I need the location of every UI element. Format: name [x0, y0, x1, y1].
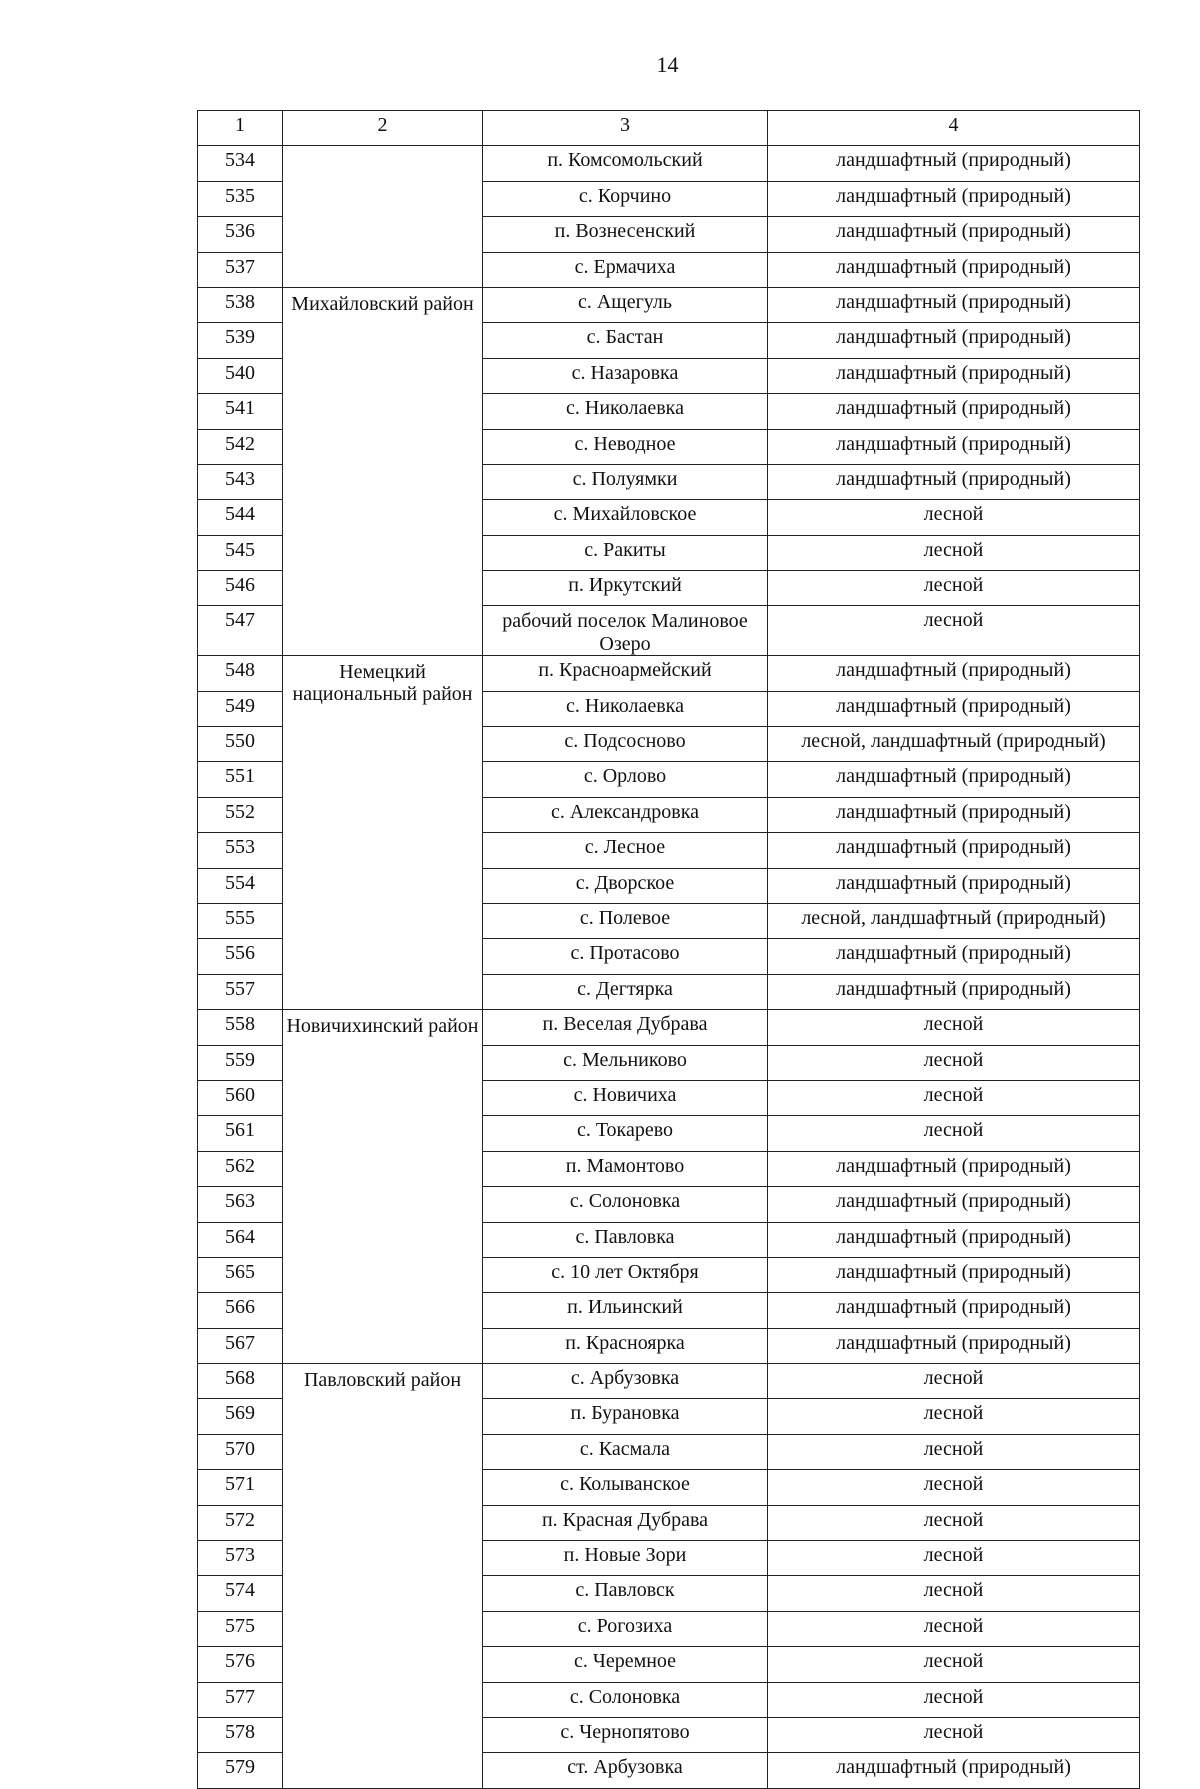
- column-number-row: [198, 111, 1140, 146]
- settlement-name: с. Павловка: [483, 1222, 768, 1257]
- settlement-type: лесной: [768, 571, 1140, 606]
- settlement-name: п. Иркутский: [483, 571, 768, 606]
- settlement-type: лесной: [768, 1116, 1140, 1151]
- settlement-name: ст. Арбузовка: [483, 1753, 768, 1788]
- row-number: 546: [198, 571, 283, 606]
- row-number: 551: [198, 762, 283, 797]
- settlement-type: лесной: [768, 1647, 1140, 1682]
- settlement-name: с. Николаевка: [483, 691, 768, 726]
- row-number: 550: [198, 727, 283, 762]
- row-number: 541: [198, 394, 283, 429]
- settlement-type: лесной: [768, 1717, 1140, 1752]
- page-number: 14: [656, 52, 679, 77]
- settlement-name: с. Дегтярка: [483, 974, 768, 1009]
- settlement-type: ландшафтный (природный): [768, 181, 1140, 216]
- row-number: 540: [198, 358, 283, 393]
- settlement-type: ландшафтный (природный): [768, 358, 1140, 393]
- settlement-name: п. Бурановка: [483, 1399, 768, 1434]
- settlement-name: п. Вознесенский: [483, 217, 768, 252]
- settlement-name: с. Орлово: [483, 762, 768, 797]
- settlement-name: с. Николаевка: [483, 394, 768, 429]
- settlement-type: лесной: [768, 606, 1140, 656]
- row-number: 575: [198, 1611, 283, 1646]
- settlement-name: с. Касмала: [483, 1434, 768, 1469]
- settlement-name: п. Ильинский: [483, 1293, 768, 1328]
- settlement-type: ландшафтный (природный): [768, 323, 1140, 358]
- settlement-type: ландшафтный (природный): [768, 1753, 1140, 1788]
- settlement-type: лесной: [768, 1541, 1140, 1576]
- row-number: 574: [198, 1576, 283, 1611]
- row-number: 576: [198, 1647, 283, 1682]
- table-row: [198, 287, 1140, 322]
- row-number: 571: [198, 1470, 283, 1505]
- row-number: 564: [198, 1222, 283, 1257]
- settlement-name: с. Колыванское: [483, 1470, 768, 1505]
- row-number: 556: [198, 939, 283, 974]
- district-name: Павловский район: [283, 1364, 483, 1789]
- row-number: 566: [198, 1293, 283, 1328]
- settlement-name: с. Арбузовка: [483, 1364, 768, 1399]
- row-number: 537: [198, 252, 283, 287]
- settlement-name: с. Лесное: [483, 833, 768, 868]
- settlement-type: ландшафтный (природный): [768, 394, 1140, 429]
- settlement-type: ландшафтный (природный): [768, 1222, 1140, 1257]
- settlement-type: лесной: [768, 1505, 1140, 1540]
- row-number: 545: [198, 535, 283, 570]
- settlement-type: ландшафтный (природный): [768, 656, 1140, 691]
- row-number: 543: [198, 464, 283, 499]
- district-name: Михайловский район: [283, 287, 483, 655]
- settlement-type: ландшафтный (природный): [768, 1293, 1140, 1328]
- row-number: 559: [198, 1045, 283, 1080]
- settlement-type: ландшафтный (природный): [768, 429, 1140, 464]
- district-name: Немецкий национальный район: [283, 656, 483, 1010]
- row-number: 562: [198, 1151, 283, 1186]
- row-number: 577: [198, 1682, 283, 1717]
- settlement-name: с. Полуямки: [483, 464, 768, 499]
- settlement-type: ландшафтный (природный): [768, 146, 1140, 181]
- settlement-name: с. Токарево: [483, 1116, 768, 1151]
- settlement-name: п. Комсомольский: [483, 146, 768, 181]
- row-number: 538: [198, 287, 283, 322]
- row-number: 573: [198, 1541, 283, 1576]
- row-number: 547: [198, 606, 283, 656]
- settlement-name: с. Корчино: [483, 181, 768, 216]
- row-number: 569: [198, 1399, 283, 1434]
- settlement-type: ландшафтный (природный): [768, 464, 1140, 499]
- settlement-name: с. Павловск: [483, 1576, 768, 1611]
- settlement-type: лесной: [768, 535, 1140, 570]
- row-number: 572: [198, 1505, 283, 1540]
- settlement-name: п. Красная Дубрава: [483, 1505, 768, 1540]
- row-number: 568: [198, 1364, 283, 1399]
- settlement-name: с. Солоновка: [483, 1682, 768, 1717]
- settlement-type: ландшафтный (природный): [768, 833, 1140, 868]
- settlement-name: с. Дворское: [483, 868, 768, 903]
- settlement-type: ландшафтный (природный): [768, 1187, 1140, 1222]
- settlement-name: с. Подсосново: [483, 727, 768, 762]
- settlement-type: ландшафтный (природный): [768, 1328, 1140, 1363]
- row-number: 567: [198, 1328, 283, 1363]
- settlement-name: п. Новые Зори: [483, 1541, 768, 1576]
- row-number: 536: [198, 217, 283, 252]
- row-number: 549: [198, 691, 283, 726]
- row-number: 552: [198, 797, 283, 832]
- settlements-table: [197, 110, 1140, 1789]
- row-number: 555: [198, 903, 283, 938]
- column-number-2: 2: [283, 111, 483, 146]
- settlement-type: ландшафтный (природный): [768, 939, 1140, 974]
- settlement-type: лесной: [768, 1364, 1140, 1399]
- row-number: 539: [198, 323, 283, 358]
- settlement-type: ландшафтный (природный): [768, 762, 1140, 797]
- settlement-type: лесной, ландшафтный (природный): [768, 727, 1140, 762]
- row-number: 561: [198, 1116, 283, 1151]
- column-number-3: 3: [483, 111, 768, 146]
- settlement-name: с. Солоновка: [483, 1187, 768, 1222]
- settlement-name: с. Неводное: [483, 429, 768, 464]
- table-row: [198, 1364, 1140, 1399]
- row-number: 548: [198, 656, 283, 691]
- settlement-type: ландшафтный (природный): [768, 691, 1140, 726]
- row-number: 553: [198, 833, 283, 868]
- table-row: [198, 656, 1140, 691]
- row-number: 534: [198, 146, 283, 181]
- table-row: [198, 146, 1140, 181]
- settlement-type: ландшафтный (природный): [768, 868, 1140, 903]
- settlement-type: лесной: [768, 1434, 1140, 1469]
- settlement-type: лесной: [768, 1045, 1140, 1080]
- settlement-name: с. Ракиты: [483, 535, 768, 570]
- settlement-name: с. Черемное: [483, 1647, 768, 1682]
- settlement-name: п. Мамонтово: [483, 1151, 768, 1186]
- settlement-name: п. Веселая Дубрава: [483, 1010, 768, 1045]
- settlement-name: с. Протасово: [483, 939, 768, 974]
- settlement-name: с. 10 лет Октября: [483, 1257, 768, 1292]
- settlement-name: с. Бастан: [483, 323, 768, 358]
- settlement-type: ландшафтный (природный): [768, 974, 1140, 1009]
- settlement-name: с. Ермачиха: [483, 252, 768, 287]
- settlement-type: лесной, ландшафтный (природный): [768, 903, 1140, 938]
- row-number: 558: [198, 1010, 283, 1045]
- settlement-type: ландшафтный (природный): [768, 252, 1140, 287]
- row-number: 560: [198, 1080, 283, 1115]
- district-name: [283, 146, 483, 288]
- row-number: 554: [198, 868, 283, 903]
- settlement-type: ландшафтный (природный): [768, 1257, 1140, 1292]
- settlement-type: лесной: [768, 500, 1140, 535]
- row-number: 557: [198, 974, 283, 1009]
- settlement-type: ландшафтный (природный): [768, 1151, 1140, 1186]
- settlement-name: с. Полевое: [483, 903, 768, 938]
- row-number: 542: [198, 429, 283, 464]
- settlement-name: с. Рогозиха: [483, 1611, 768, 1646]
- row-number: 563: [198, 1187, 283, 1222]
- settlement-type: ландшафтный (природный): [768, 797, 1140, 832]
- settlement-name: с. Ащегуль: [483, 287, 768, 322]
- settlement-type: лесной: [768, 1080, 1140, 1115]
- settlement-type: лесной: [768, 1682, 1140, 1717]
- table-row: [198, 1010, 1140, 1045]
- row-number: 535: [198, 181, 283, 216]
- settlement-type: лесной: [768, 1611, 1140, 1646]
- settlement-name: с. Назаровка: [483, 358, 768, 393]
- settlement-type: лесной: [768, 1010, 1140, 1045]
- row-number: 578: [198, 1717, 283, 1752]
- settlement-type: лесной: [768, 1576, 1140, 1611]
- row-number: 544: [198, 500, 283, 535]
- settlement-type: ландшафтный (природный): [768, 217, 1140, 252]
- settlement-type: лесной: [768, 1470, 1140, 1505]
- settlement-type: лесной: [768, 1399, 1140, 1434]
- column-number-4: 4: [768, 111, 1140, 146]
- row-number: 570: [198, 1434, 283, 1469]
- row-number: 579: [198, 1753, 283, 1788]
- district-name: Новичихинский район: [283, 1010, 483, 1364]
- settlement-name: п. Красноармейский: [483, 656, 768, 691]
- settlement-name: рабочий поселок Малиновое Озеро: [483, 606, 768, 656]
- settlement-name: с. Чернопятово: [483, 1717, 768, 1752]
- settlement-type: ландшафтный (природный): [768, 287, 1140, 322]
- settlement-name: с. Александровка: [483, 797, 768, 832]
- settlement-name: с. Новичиха: [483, 1080, 768, 1115]
- settlement-name: с. Мельниково: [483, 1045, 768, 1080]
- row-number: 565: [198, 1257, 283, 1292]
- settlement-name: п. Красноярка: [483, 1328, 768, 1363]
- column-number-1: 1: [198, 111, 283, 146]
- settlement-name: с. Михайловское: [483, 500, 768, 535]
- settlements-table-body: [198, 111, 1140, 1789]
